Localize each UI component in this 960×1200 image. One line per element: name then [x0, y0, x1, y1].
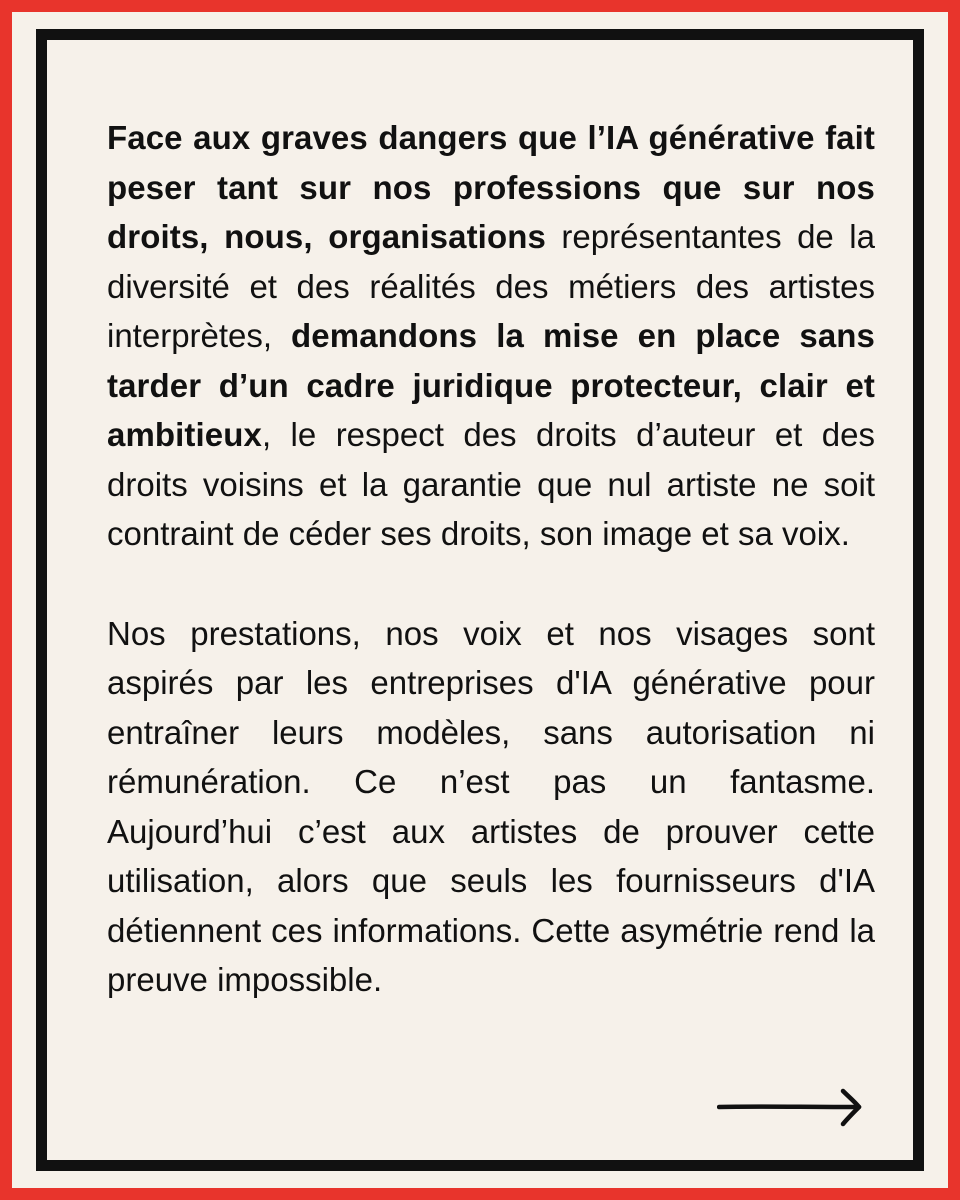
paragraph-text-2: , le respect des droits d’auteur et des droits voisins et la garantie que nul artiste ne soit contraint de céder ses droits, son image et sa voix.: [107, 416, 875, 552]
paragraph-issue-text: Nos prestations, nos voix et nos visages sont aspirés par les entreprises d'IA générative pour entraîner leurs modèles, sans autorisation ni rémunération. Ce n’est pas un fantasme. Aujourd’hui c’est aux artistes de prouver cette utilisation, alors que seuls les fournisseurs d'IA détiennent ces informations. Cette asymétrie rend la preuve impossible.: [107, 614, 875, 998]
article-body: [107, 113, 875, 1005]
page-background: [12, 12, 948, 1188]
paragraph-issue: [107, 609, 875, 1005]
bold-intro: Face aux graves dangers que l’IA générative fait peser tant sur nos professions que sur nos droits, nous, organisations: [107, 119, 875, 255]
arrow-right-icon[interactable]: [717, 1085, 865, 1129]
paragraph-demands: [107, 113, 875, 559]
bold-demand: demandons la mise en place sans tarder d’un cadre juridique protecteur, clair et ambitieux: [107, 317, 876, 453]
content-frame: [36, 29, 924, 1171]
paragraph-text-1: représentantes de la diversité et des réalités des métiers des artistes interprètes,: [107, 218, 875, 354]
